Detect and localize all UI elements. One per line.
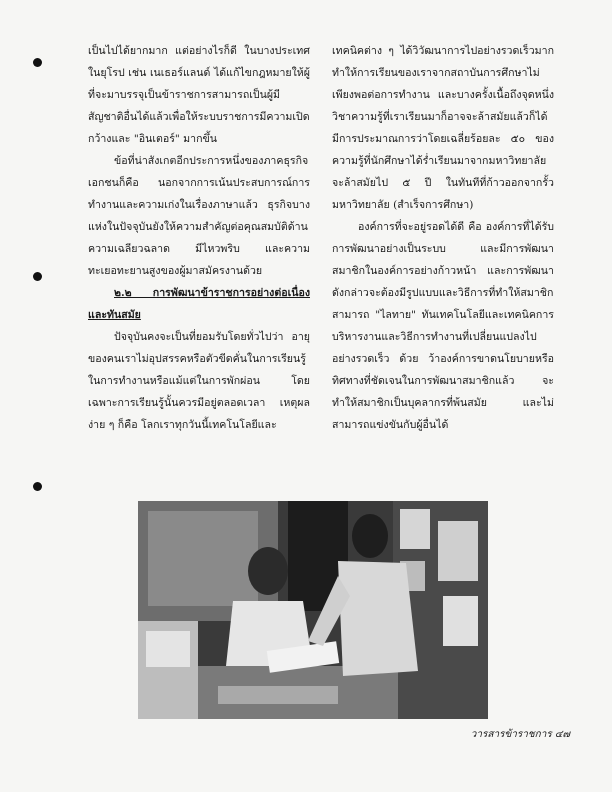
left-paragraph-2: ข้อที่น่าสังเกตอีกประการหนึ่งของภาคธุรกิจเอกชนก็คือ นอกจากการเน้นประสบการณ์การทำงานและความเก่งในเรื่องภาษาแล้ว ธุรกิจบางแห่งในปัจจุบันยังให้ความสำคัญต่อคุณสมบัติด้านความเฉลียวฉลาด มีไหวพริบ และความทะเยอทะยานสูงของผู้มาสมัครงานด้วย xyxy=(88,155,310,277)
left-column xyxy=(88,40,310,436)
page-footer: วารสารข้าราชการ ๔๗ xyxy=(470,729,570,740)
office-photo xyxy=(138,501,488,719)
right-paragraph-2: องค์การที่จะอยู่รอดได้ดี คือ องค์การที่ได้รับการพัฒนาอย่างเป็นระบบ และมีการพัฒนาสมาชิกในองค์การอย่างก้าวหน้า และการพัฒนาดังกล่าวจะต้องมีรูปแบบและวิธีการที่ทำให้สมาชิกสามารถ "ไลทาย" ทันเทคโนโลยีและเทคนิคการบริหารงานและวิธีการทำงานที่เปลี่ยนแปลงไปอย่างรวดเร็ว ด้วย ว้าองค์การขาดนโยบายหรือทิศทางที่ชัดเจนในการพัฒนาสมาชิกแล้ว จะทำให้สมาชิกเป็นบุคลากรที่พ้นสมัย และไม่สามารถแข่งขันกับผู้อื่นได้ xyxy=(332,221,554,431)
binder-hole-middle xyxy=(33,272,42,281)
binder-hole-top xyxy=(33,58,42,67)
left-paragraph-3: ปัจจุบันคงจะเป็นที่ยอมรับโดยทั่วไปว่า อายุของคนเราไม่อุปสรรคหรือตัวขีดคั่นในการเรียนรู้ในการทำงานหรือแม้แต่ในการพักผ่อน โดยเฉพาะการเรียนรู้นั้นควรมีอยู่ตลอดเวลา เหตุผลง่าย ๆ ก็คือ โลกเราทุกวันนี้เทคโนโลยีและ xyxy=(88,331,310,431)
right-column xyxy=(332,40,554,436)
office-photo-illustration xyxy=(138,501,488,719)
left-paragraph-1: เป็นไปได้ยากมาก แต่อย่างไรก็ดี ในบางประเทศในยุโรป เช่น เนเธอร์แลนด์ ได้แก้ไขกฎหมายให้ผู้ที่จะมาบรรจุเป็นข้าราชการสามารถเป็นผู้มีสัญชาติอื่นได้แล้วเพื่อให้ระบบราชการมีความเปิดกว้างและ "อินเตอร์" มากขึ้น xyxy=(88,45,310,145)
section-heading: ๒.๒ การพัฒนาข้าราชการอย่างต่อเนื่องและทันสมัย xyxy=(88,287,310,321)
right-paragraph-1: เทคนิคต่าง ๆ ได้วิวัฒนาการไปอย่างรวดเร็วมาก ทำให้การเรียนของเราจากสถาบันการศึกษาไม่เพียงพอต่อการทำงาน และบางครั้งเนื้อถึงจุดหนึ่ง วิชาความรู้ที่เราเรียนมาก็อาจจะล้าสมัยแล้วก็ได้มีการประมาณการว่าโดยเฉลี่ยร้อยละ ๕๐ ของความรู้ที่นักศึกษาได้ร่ำเรียนมาจากมหาวิทยาลัยจะล้าสมัยไป ๕ ปี ในทันทีที่ก้าวออกจากรั้วมหาวิทยาลัย (สำเร็จการศึกษา) xyxy=(332,45,554,211)
binder-hole-bottom xyxy=(33,482,42,491)
